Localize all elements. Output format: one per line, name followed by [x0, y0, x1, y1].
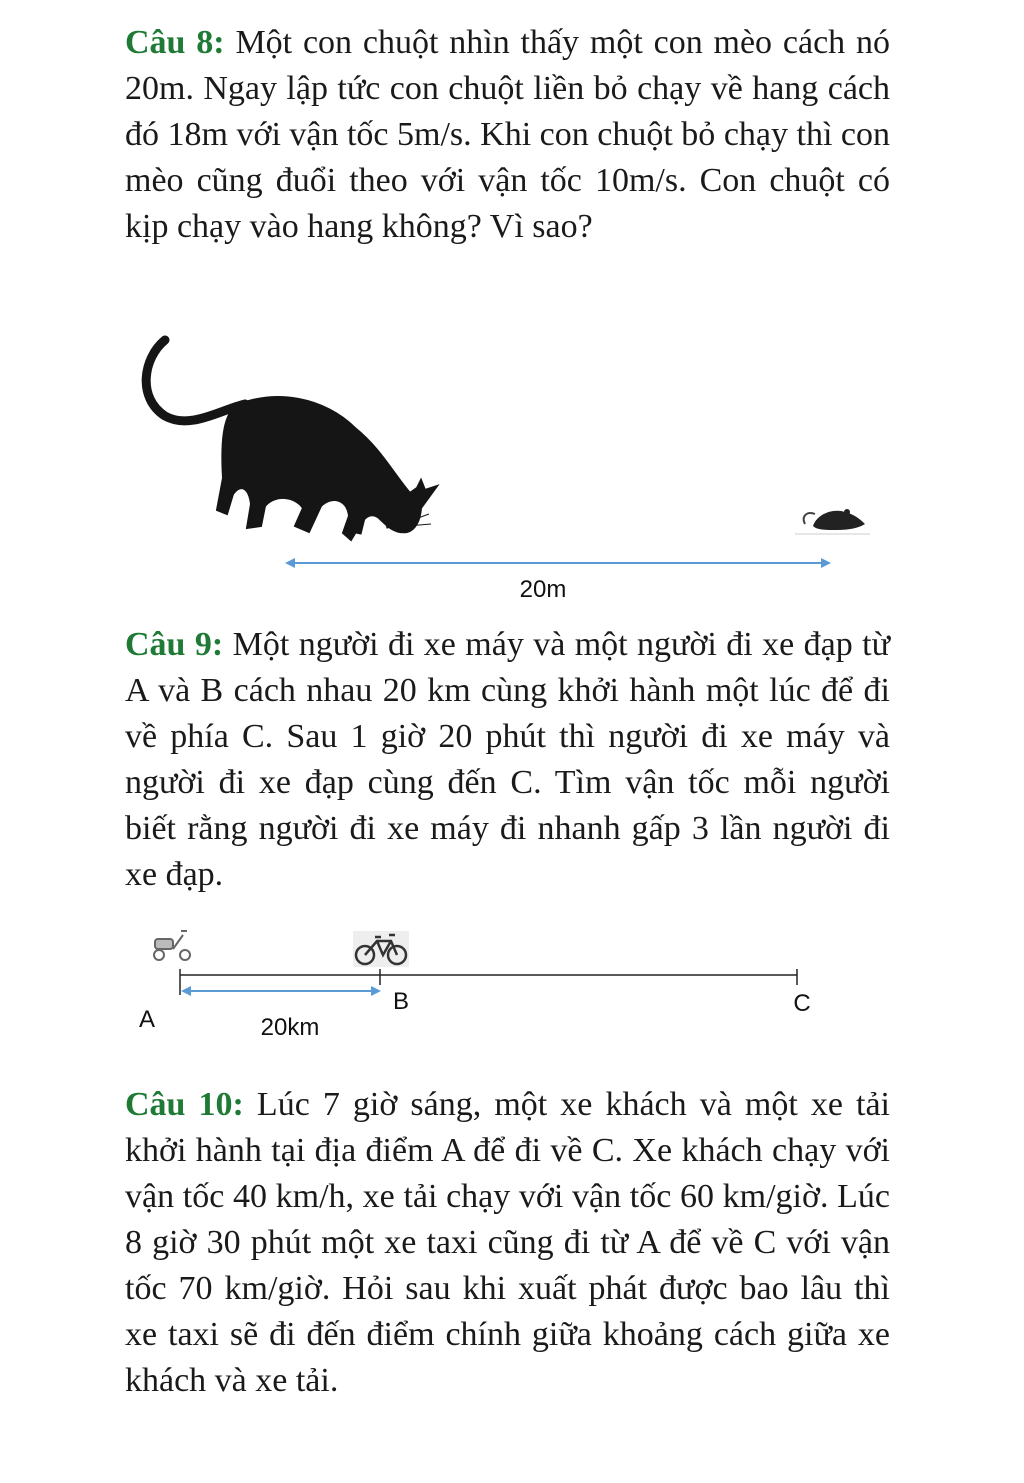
distance-label-20km: 20km	[260, 1014, 320, 1041]
cat-mouse-figure	[125, 318, 885, 608]
question-9-text: Một người đi xe máy và một người đi xe đạp từ A và B cách nhau 20 km cùng khởi hành một lúc để đi về phía C. Sau 1 giờ 20 phút thì người đi xe máy và người đi xe đạp cùng đến C. Tìm vận tốc mỗi người biết rằng người đi xe máy đi nhanh gấp 3 lần người đi xe đạp.	[125, 626, 890, 893]
question-9-label: Câu 9:	[125, 626, 224, 663]
distance-label-20m: 20m	[519, 576, 567, 603]
cat-icon	[146, 340, 437, 540]
distance-arrow	[285, 558, 831, 568]
point-a-label: A	[138, 1006, 156, 1033]
question-10-text: Lúc 7 giờ sáng, một xe khách và một xe tải khởi hành tại địa điểm A để đi về C. Xe khách chạy với vận tốc 40 km/h, xe tải chạy với vận tốc 60 km/giờ. Lúc 8 giờ 30 phút một xe taxi cũng đi từ A để về C với vận tốc 70 km/giờ. Hỏi sau khi xuất phát được bao lâu thì xe taxi sẽ đi đến điểm chính giữa khoảng cách giữa xe khách và xe tải.	[125, 1086, 890, 1399]
question-8-text: Một con chuột nhìn thấy một con mèo cách nó 20m. Ngay lập tức con chuột liền bỏ chạy về hang cách đó 18m với vận tốc 5m/s. Khi con chuột bỏ chạy thì con mèo cũng đuổi theo với vận tốc 10m/s. Con chuột có kịp chạy vào hang không? Vì sao?	[125, 24, 890, 245]
bicycle-icon	[353, 931, 409, 967]
cat-mouse-diagram	[125, 318, 885, 608]
mouse-icon	[795, 509, 870, 534]
question-8	[125, 20, 890, 250]
distance-arrow-ab	[181, 986, 381, 996]
question-10-label: Câu 10:	[125, 1086, 244, 1123]
motorbike-icon	[154, 931, 190, 960]
road-figure	[125, 915, 825, 1055]
road-diagram	[125, 915, 825, 1055]
point-b-label: B	[392, 988, 410, 1015]
question-10	[125, 1082, 890, 1404]
point-c-label: C	[793, 990, 811, 1017]
question-9	[125, 622, 890, 898]
question-8-label: Câu 8:	[125, 24, 225, 61]
